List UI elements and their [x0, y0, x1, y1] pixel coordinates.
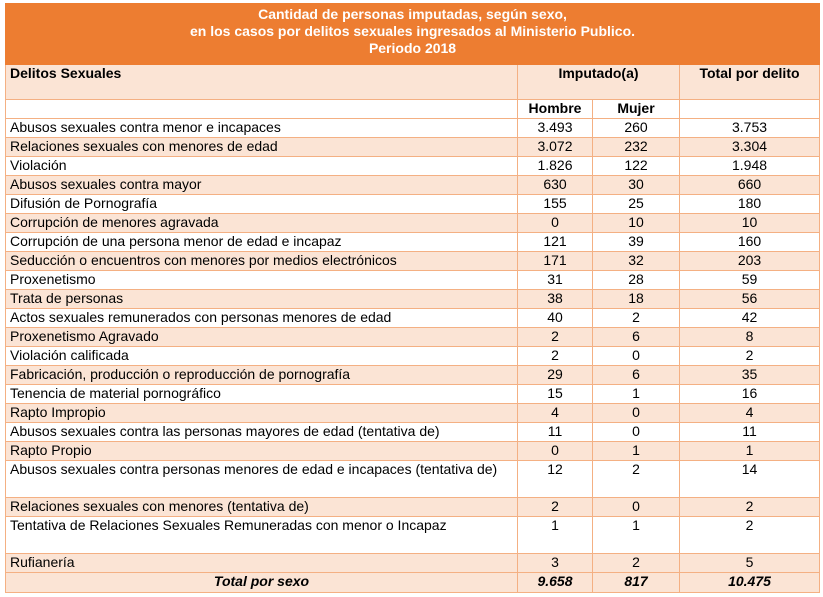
title-line-1: Cantidad de personas imputadas, según sexo, [258, 6, 567, 22]
row-mujer: 30 [593, 176, 680, 195]
row-delito: Abusos sexuales contra menor e incapaces [6, 119, 518, 138]
row-hombre: 4 [518, 404, 593, 423]
row-mujer: 260 [593, 119, 680, 138]
row-hombre: 630 [518, 176, 593, 195]
row-mujer: 6 [593, 328, 680, 347]
row-hombre: 171 [518, 252, 593, 271]
row-hombre: 12 [518, 461, 593, 498]
table-row [6, 290, 820, 309]
table-row [6, 176, 820, 195]
row-hombre: 0 [518, 214, 593, 233]
row-delito: Abusos sexuales contra mayor [6, 176, 518, 195]
totals-total: 10.475 [680, 573, 820, 593]
table-row [6, 385, 820, 404]
row-delito: Violación [6, 157, 518, 176]
table-row [6, 233, 820, 252]
table-row [6, 309, 820, 328]
table-row [6, 442, 820, 461]
row-delito: Trata de personas [6, 290, 518, 309]
row-delito: Rapto Propio [6, 442, 518, 461]
row-delito: Actos sexuales remunerados con personas menores de edad [6, 309, 518, 328]
table-row [6, 554, 820, 573]
row-total: 3.304 [680, 138, 820, 157]
title-line-2: en los casos por delitos sexuales ingresados al Ministerio Publico. [190, 23, 636, 39]
row-mujer: 1 [593, 442, 680, 461]
row-hombre: 3 [518, 554, 593, 573]
table-row [6, 271, 820, 290]
row-total: 56 [680, 290, 820, 309]
row-hombre: 155 [518, 195, 593, 214]
row-total: 1 [680, 442, 820, 461]
row-delito: Rapto Impropio [6, 404, 518, 423]
totals-mujer: 817 [593, 573, 680, 593]
table-row [6, 138, 820, 157]
row-total: 5 [680, 554, 820, 573]
row-mujer: 32 [593, 252, 680, 271]
table-row [6, 347, 820, 366]
row-total: 1.948 [680, 157, 820, 176]
row-delito: Relaciones sexuales con menores de edad [6, 138, 518, 157]
row-mujer: 39 [593, 233, 680, 252]
row-hombre: 2 [518, 328, 593, 347]
row-mujer: 1 [593, 517, 680, 554]
row-mujer: 2 [593, 554, 680, 573]
row-hombre: 2 [518, 347, 593, 366]
table-row [6, 157, 820, 176]
table-row [6, 498, 820, 517]
row-hombre: 40 [518, 309, 593, 328]
row-mujer: 0 [593, 498, 680, 517]
table-row [6, 366, 820, 385]
row-delito: Abusos sexuales contra las personas mayores de edad (tentativa de) [6, 423, 518, 442]
header-imputado: Imputado(a) [518, 65, 680, 100]
row-total: 160 [680, 233, 820, 252]
table-row [6, 517, 820, 554]
header-hombre: Hombre [518, 100, 593, 119]
title-line-3: Periodo 2018 [368, 40, 457, 56]
row-mujer: 10 [593, 214, 680, 233]
row-total: 35 [680, 366, 820, 385]
row-delito: Proxenetismo Agravado [6, 328, 518, 347]
row-delito: Abusos sexuales contra personas menores de edad e incapaces (tentativa de) [6, 461, 518, 498]
row-delito: Fabricación, producción o reproducción de pornografía [6, 366, 518, 385]
row-total: 16 [680, 385, 820, 404]
table-row [6, 119, 820, 138]
row-hombre: 38 [518, 290, 593, 309]
row-mujer: 2 [593, 461, 680, 498]
totals-label: Total por sexo [6, 573, 518, 593]
totals-hombre: 9.658 [518, 573, 593, 593]
row-hombre: 3.493 [518, 119, 593, 138]
row-total: 660 [680, 176, 820, 195]
row-delito: Corrupción de menores agravada [6, 214, 518, 233]
row-total: 11 [680, 423, 820, 442]
row-total: 42 [680, 309, 820, 328]
table-row [6, 214, 820, 233]
row-total: 180 [680, 195, 820, 214]
header-total: Total por delito [680, 65, 820, 100]
row-delito: Seducción o encuentros con menores por medios electrónicos [6, 252, 518, 271]
header-mujer: Mujer [593, 100, 680, 119]
row-total: 8 [680, 328, 820, 347]
row-hombre: 2 [518, 498, 593, 517]
totals-row [6, 573, 820, 593]
subheader-empty [6, 100, 518, 119]
row-mujer: 0 [593, 404, 680, 423]
row-hombre: 29 [518, 366, 593, 385]
table-title [6, 4, 820, 65]
row-delito: Relaciones sexuales con menores (tentativa de) [6, 498, 518, 517]
row-hombre: 31 [518, 271, 593, 290]
row-delito: Proxenetismo [6, 271, 518, 290]
row-delito: Corrupción de una persona menor de edad e incapaz [6, 233, 518, 252]
row-total: 2 [680, 347, 820, 366]
row-mujer: 0 [593, 347, 680, 366]
table-row [6, 252, 820, 271]
row-hombre: 121 [518, 233, 593, 252]
row-total: 10 [680, 214, 820, 233]
row-total: 14 [680, 461, 820, 498]
row-total: 2 [680, 498, 820, 517]
row-hombre: 15 [518, 385, 593, 404]
row-delito: Violación calificada [6, 347, 518, 366]
row-mujer: 122 [593, 157, 680, 176]
row-mujer: 0 [593, 423, 680, 442]
table-row [6, 195, 820, 214]
row-hombre: 1.826 [518, 157, 593, 176]
delitos-table [5, 3, 820, 593]
row-mujer: 28 [593, 271, 680, 290]
header-delitos: Delitos Sexuales [6, 65, 518, 100]
row-hombre: 0 [518, 442, 593, 461]
subheader-total-empty [680, 100, 820, 119]
row-total: 4 [680, 404, 820, 423]
row-mujer: 232 [593, 138, 680, 157]
row-hombre: 11 [518, 423, 593, 442]
row-delito: Difusión de Pornografía [6, 195, 518, 214]
table-row [6, 328, 820, 347]
row-mujer: 1 [593, 385, 680, 404]
table-row [6, 461, 820, 498]
row-mujer: 2 [593, 309, 680, 328]
row-delito: Tenencia de material pornográfico [6, 385, 518, 404]
row-total: 3.753 [680, 119, 820, 138]
report-table-container [5, 3, 819, 593]
row-hombre: 1 [518, 517, 593, 554]
row-total: 2 [680, 517, 820, 554]
row-mujer: 25 [593, 195, 680, 214]
row-delito: Rufianería [6, 554, 518, 573]
row-total: 203 [680, 252, 820, 271]
row-hombre: 3.072 [518, 138, 593, 157]
table-row [6, 423, 820, 442]
row-mujer: 6 [593, 366, 680, 385]
row-delito: Tentativa de Relaciones Sexuales Remuneradas con menor o Incapaz [6, 517, 518, 554]
table-row [6, 404, 820, 423]
row-total: 59 [680, 271, 820, 290]
row-mujer: 18 [593, 290, 680, 309]
